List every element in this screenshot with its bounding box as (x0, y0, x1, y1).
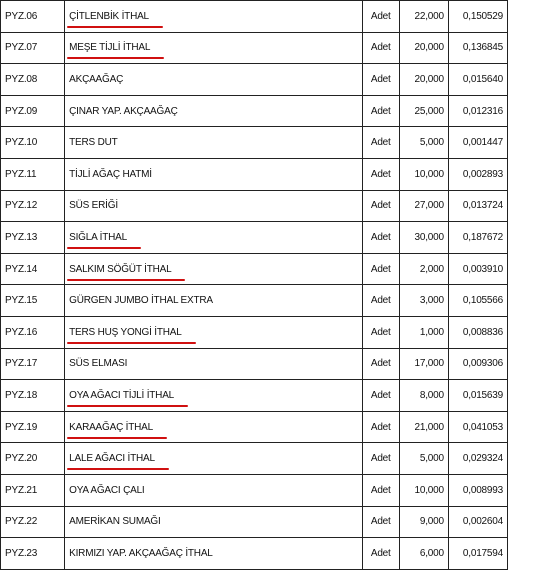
item-code: PYZ.21 (5, 484, 38, 496)
item-name: SÜS ELMASI (69, 358, 128, 370)
item-code-cell (1, 285, 65, 317)
item-quantity-cell (399, 64, 448, 96)
item-unit: Adet (370, 389, 391, 401)
item-unit-cell (362, 316, 399, 348)
item-price-cell (448, 64, 507, 96)
item-code: PYZ.17 (5, 358, 38, 370)
item-quantity: 10,000 (414, 484, 444, 496)
item-code-cell (1, 380, 65, 412)
item-price: 0,002604 (462, 516, 503, 528)
item-name: TERS HUŞ YONGİ İTHAL (69, 326, 182, 338)
item-price: 0,012316 (462, 105, 503, 117)
item-unit-cell (362, 1, 399, 33)
item-price: 0,008993 (462, 484, 503, 496)
item-price: 0,013724 (462, 200, 503, 212)
item-code: PYZ.11 (5, 168, 37, 180)
item-name: TERS DUT (69, 137, 118, 149)
item-name-cell (65, 538, 363, 570)
item-unit: Adet (370, 358, 391, 370)
item-code-cell (1, 32, 65, 64)
item-name-cell (65, 316, 363, 348)
item-code-cell (1, 190, 65, 222)
item-quantity: 22,000 (414, 10, 444, 22)
item-price: 0,187672 (462, 231, 503, 243)
item-quantity: 8,000 (419, 389, 444, 401)
item-unit: Adet (370, 105, 391, 117)
item-quantity: 21,000 (414, 421, 444, 433)
item-unit: Adet (370, 73, 391, 85)
item-unit: Adet (370, 263, 391, 275)
item-quantity: 25,000 (414, 105, 444, 117)
table-row (1, 64, 508, 96)
item-name-cell (65, 348, 363, 380)
item-code: PYZ.09 (5, 105, 38, 117)
item-code: PYZ.15 (5, 295, 38, 307)
item-quantity-cell (399, 474, 448, 506)
item-quantity-cell (399, 285, 448, 317)
item-name-cell (65, 95, 363, 127)
item-quantity-cell (399, 32, 448, 64)
item-quantity-cell (399, 253, 448, 285)
item-name-cell (65, 411, 363, 443)
table-row (1, 222, 508, 254)
item-price-cell (448, 190, 507, 222)
item-name: OYA AĞACI ÇALI (69, 484, 145, 496)
item-unit: Adet (370, 547, 391, 559)
item-price-cell (448, 127, 507, 159)
item-code-cell (1, 538, 65, 570)
item-unit-cell (362, 506, 399, 538)
item-price-cell (448, 222, 507, 254)
item-code-cell (1, 158, 65, 190)
item-name: KIRMIZI YAP. AKÇAAĞAÇ İTHAL (69, 547, 213, 559)
table-row (1, 506, 508, 538)
item-price: 0,003910 (462, 263, 503, 275)
item-price-cell (448, 158, 507, 190)
item-code: PYZ.18 (5, 389, 38, 401)
table-row (1, 190, 508, 222)
item-quantity-cell (399, 1, 448, 33)
item-code-cell (1, 348, 65, 380)
item-price: 0,105566 (462, 295, 503, 307)
item-code-cell (1, 316, 65, 348)
item-name-cell (65, 380, 363, 412)
item-name: SIĞLA İTHAL (69, 231, 127, 243)
item-unit-cell (362, 380, 399, 412)
item-price: 0,136845 (462, 42, 503, 54)
item-code-cell (1, 64, 65, 96)
item-quantity: 1,000 (419, 326, 444, 338)
item-unit: Adet (370, 326, 391, 338)
item-quantity-cell (399, 158, 448, 190)
item-price: 0,029324 (462, 453, 503, 465)
item-name: AKÇAAĞAÇ (69, 73, 124, 85)
item-name: LALE AĞACI İTHAL (69, 453, 155, 465)
item-unit: Adet (370, 295, 391, 307)
item-price-cell (448, 506, 507, 538)
item-code-cell (1, 95, 65, 127)
item-quantity-cell (399, 443, 448, 475)
item-unit: Adet (370, 10, 391, 22)
table-row (1, 443, 508, 475)
table-row (1, 95, 508, 127)
item-code: PYZ.16 (5, 326, 38, 338)
item-price: 0,001447 (462, 137, 503, 149)
item-quantity: 27,000 (414, 200, 444, 212)
table-row (1, 348, 508, 380)
item-unit-cell (362, 95, 399, 127)
item-name: AMERİKAN SUMAĞI (69, 516, 161, 528)
item-code-cell (1, 443, 65, 475)
item-code-cell (1, 506, 65, 538)
item-quantity-cell (399, 222, 448, 254)
item-code-cell (1, 1, 65, 33)
price-table-body (1, 1, 508, 570)
item-code: PYZ.20 (5, 453, 38, 465)
item-price-cell (448, 380, 507, 412)
table-row (1, 380, 508, 412)
item-name: ÇINAR YAP. AKÇAAĞAÇ (69, 105, 178, 117)
item-quantity: 20,000 (414, 73, 444, 85)
table-row (1, 32, 508, 64)
item-price-cell (448, 285, 507, 317)
item-code: PYZ.10 (5, 137, 38, 149)
item-unit: Adet (370, 200, 391, 212)
item-code: PYZ.08 (5, 73, 38, 85)
item-unit-cell (362, 190, 399, 222)
item-name-cell (65, 506, 363, 538)
item-price-cell (448, 348, 507, 380)
item-quantity: 10,000 (414, 168, 444, 180)
item-unit-cell (362, 158, 399, 190)
table-row (1, 158, 508, 190)
item-name: ÇİTLENBİK İTHAL (69, 10, 149, 22)
item-quantity: 9,000 (419, 516, 444, 528)
table-row (1, 538, 508, 570)
item-name: MEŞE TİJLİ İTHAL (69, 42, 151, 54)
item-code: PYZ.13 (5, 231, 38, 243)
item-quantity: 20,000 (414, 42, 444, 54)
item-unit-cell (362, 285, 399, 317)
item-unit: Adet (370, 42, 391, 54)
item-price-cell (448, 95, 507, 127)
item-quantity: 3,000 (419, 295, 444, 307)
item-quantity-cell (399, 127, 448, 159)
item-name-cell (65, 474, 363, 506)
item-code: PYZ.12 (5, 200, 38, 212)
item-code-cell (1, 474, 65, 506)
item-quantity-cell (399, 411, 448, 443)
item-name-cell (65, 285, 363, 317)
item-price: 0,009306 (462, 358, 503, 370)
item-quantity-cell (399, 316, 448, 348)
item-name: GÜRGEN JUMBO İTHAL EXTRA (69, 295, 213, 307)
item-code: PYZ.06 (5, 10, 38, 22)
item-name: OYA AĞACI TİJLİ İTHAL (69, 389, 175, 401)
item-price: 0,017594 (462, 547, 503, 559)
item-quantity-cell (399, 506, 448, 538)
item-price-cell (448, 316, 507, 348)
item-unit-cell (362, 443, 399, 475)
item-price: 0,015640 (462, 73, 503, 85)
item-price: 0,008836 (462, 326, 503, 338)
table-row (1, 1, 508, 33)
item-name-cell (65, 158, 363, 190)
item-code: PYZ.23 (5, 547, 38, 559)
item-name-cell (65, 190, 363, 222)
item-unit-cell (362, 538, 399, 570)
item-quantity: 17,000 (414, 358, 444, 370)
item-price-cell (448, 32, 507, 64)
item-price: 0,015639 (462, 389, 503, 401)
item-unit-cell (362, 222, 399, 254)
item-name: KARAAĞAÇ İTHAL (69, 421, 154, 433)
item-code: PYZ.14 (5, 263, 38, 275)
item-unit-cell (362, 127, 399, 159)
item-name-cell (65, 443, 363, 475)
item-name-cell (65, 32, 363, 64)
item-quantity: 5,000 (419, 453, 444, 465)
item-unit: Adet (370, 137, 391, 149)
item-name-cell (65, 222, 363, 254)
item-unit-cell (362, 32, 399, 64)
item-price: 0,002893 (462, 168, 503, 180)
item-quantity-cell (399, 348, 448, 380)
table-row (1, 127, 508, 159)
item-price-cell (448, 1, 507, 33)
item-price: 0,150529 (462, 10, 503, 22)
item-unit-cell (362, 474, 399, 506)
table-row (1, 474, 508, 506)
item-name: SALKIM SÖĞÜT İTHAL (69, 263, 172, 275)
item-code: PYZ.07 (5, 42, 38, 54)
item-unit-cell (362, 411, 399, 443)
item-price-cell (448, 474, 507, 506)
item-quantity-cell (399, 190, 448, 222)
item-quantity-cell (399, 538, 448, 570)
table-row (1, 253, 508, 285)
item-quantity: 6,000 (419, 547, 444, 559)
item-name-cell (65, 253, 363, 285)
item-name: SÜS ERİĞİ (69, 200, 118, 212)
page-margin (508, 0, 533, 556)
item-unit-cell (362, 64, 399, 96)
item-name-cell (65, 64, 363, 96)
item-name-cell (65, 1, 363, 33)
item-name: TİJLİ AĞAÇ HATMİ (69, 168, 152, 180)
item-code-cell (1, 411, 65, 443)
item-code-cell (1, 127, 65, 159)
item-quantity-cell (399, 380, 448, 412)
item-unit: Adet (370, 453, 391, 465)
item-quantity-cell (399, 95, 448, 127)
item-quantity: 2,000 (419, 263, 444, 275)
table-row (1, 411, 508, 443)
item-code-cell (1, 222, 65, 254)
item-unit: Adet (370, 231, 391, 243)
item-price-cell (448, 443, 507, 475)
item-quantity: 5,000 (419, 137, 444, 149)
item-unit: Adet (370, 421, 391, 433)
item-unit: Adet (370, 484, 391, 496)
item-quantity: 30,000 (414, 231, 444, 243)
item-unit: Adet (370, 516, 391, 528)
item-name-cell (65, 127, 363, 159)
table-row (1, 285, 508, 317)
item-unit-cell (362, 253, 399, 285)
item-price: 0,041053 (462, 421, 503, 433)
item-price-cell (448, 411, 507, 443)
item-code: PYZ.19 (5, 421, 38, 433)
table-row (1, 316, 508, 348)
item-price-cell (448, 538, 507, 570)
item-unit: Adet (370, 168, 391, 180)
item-code-cell (1, 253, 65, 285)
item-price-cell (448, 253, 507, 285)
item-code: PYZ.22 (5, 516, 38, 528)
item-unit-cell (362, 348, 399, 380)
